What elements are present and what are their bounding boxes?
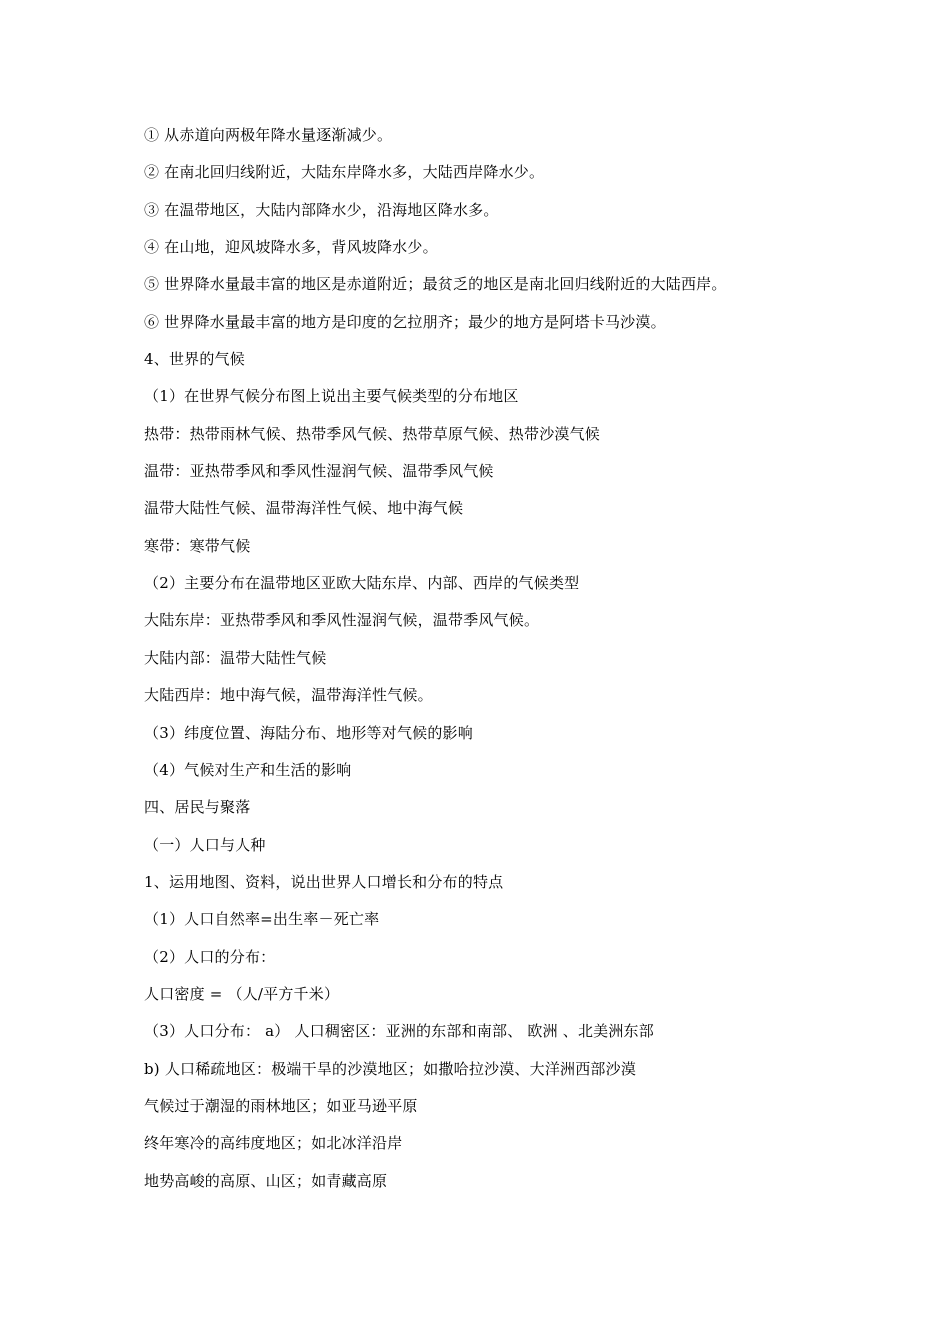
text-line: ① 从赤道向两极年降水量逐渐减少。 xyxy=(144,126,393,144)
text-line: ⑥ 世界降水量最丰富的地方是印度的乞拉朋齐；最少的地方是阿塔卡马沙漠。 xyxy=(144,312,666,331)
text-line: （4）气候对生产和生活的影响 xyxy=(144,760,352,779)
text-line: 热带：热带雨林气候、热带季风气候、热带草原气候、热带沙漠气候 xyxy=(144,424,601,443)
text-line: 大陆东岸：亚热带季风和季风性湿润气候，温带季风气候。 xyxy=(144,611,540,630)
text-line: 温带大陆性气候、温带海洋性气候、地中海气候 xyxy=(144,499,464,518)
text-line: 大陆内部：温带大陆性气候 xyxy=(144,648,327,667)
text-line: ③ 在温带地区，大陆内部降水少，沿海地区降水多。 xyxy=(144,200,499,219)
text-line: 终年寒冷的高纬度地区；如北冰洋沿岸 xyxy=(144,1134,403,1153)
text-line: 寒带：寒带气候 xyxy=(144,536,251,555)
document-body xyxy=(144,120,864,1203)
text-line: 气候过于潮湿的雨林地区；如亚马逊平原 xyxy=(144,1096,418,1115)
text-line: （2）人口的分布： xyxy=(144,947,276,966)
text-line: ② 在南北回归线附近，大陆东岸降水多，大陆西岸降水少。 xyxy=(144,163,545,182)
text-line: b) 人口稀疏地区：极端干旱的沙漠地区；如撒哈拉沙漠、大洋洲西部沙漠 xyxy=(144,1059,637,1078)
text-line: 人口密度 = （人/平方千米） xyxy=(144,984,340,1003)
text-line: 1、运用地图、资料，说出世界人口增长和分布的特点 xyxy=(144,872,504,891)
text-line: 温带：亚热带季风和季风性湿润气候、温带季风气候 xyxy=(144,462,494,481)
section-heading: 四、居民与聚落 xyxy=(144,798,251,817)
text-line: ④ 在山地，迎风坡降水多，背风坡降水少。 xyxy=(144,238,438,257)
text-line: 地势高峻的高原、山区；如青藏高原 xyxy=(144,1171,388,1190)
text-line: （1）在世界气候分布图上说出主要气候类型的分布地区 xyxy=(144,387,519,406)
section-heading: 4、世界的气候 xyxy=(144,350,245,369)
text-line: （3）纬度位置、海陆分布、地形等对气候的影响 xyxy=(144,723,473,742)
subsection-heading: （一）人口与人种 xyxy=(144,835,266,854)
text-line: 大陆西岸：地中海气候，温带海洋性气候。 xyxy=(144,686,433,705)
text-line: ⑤ 世界降水量最丰富的地区是赤道附近；最贫乏的地区是南北回归线附近的大陆西岸。 xyxy=(144,275,727,294)
text-line: （1）人口自然率=出生率－死亡率 xyxy=(144,910,380,929)
text-line: （2）主要分布在温带地区亚欧大陆东岸、内部、西岸的气候类型 xyxy=(144,574,580,593)
text-line: （3）人口分布： a） 人口稠密区：亚洲的东部和南部、 欧洲 、北美洲东部 xyxy=(144,1022,654,1041)
